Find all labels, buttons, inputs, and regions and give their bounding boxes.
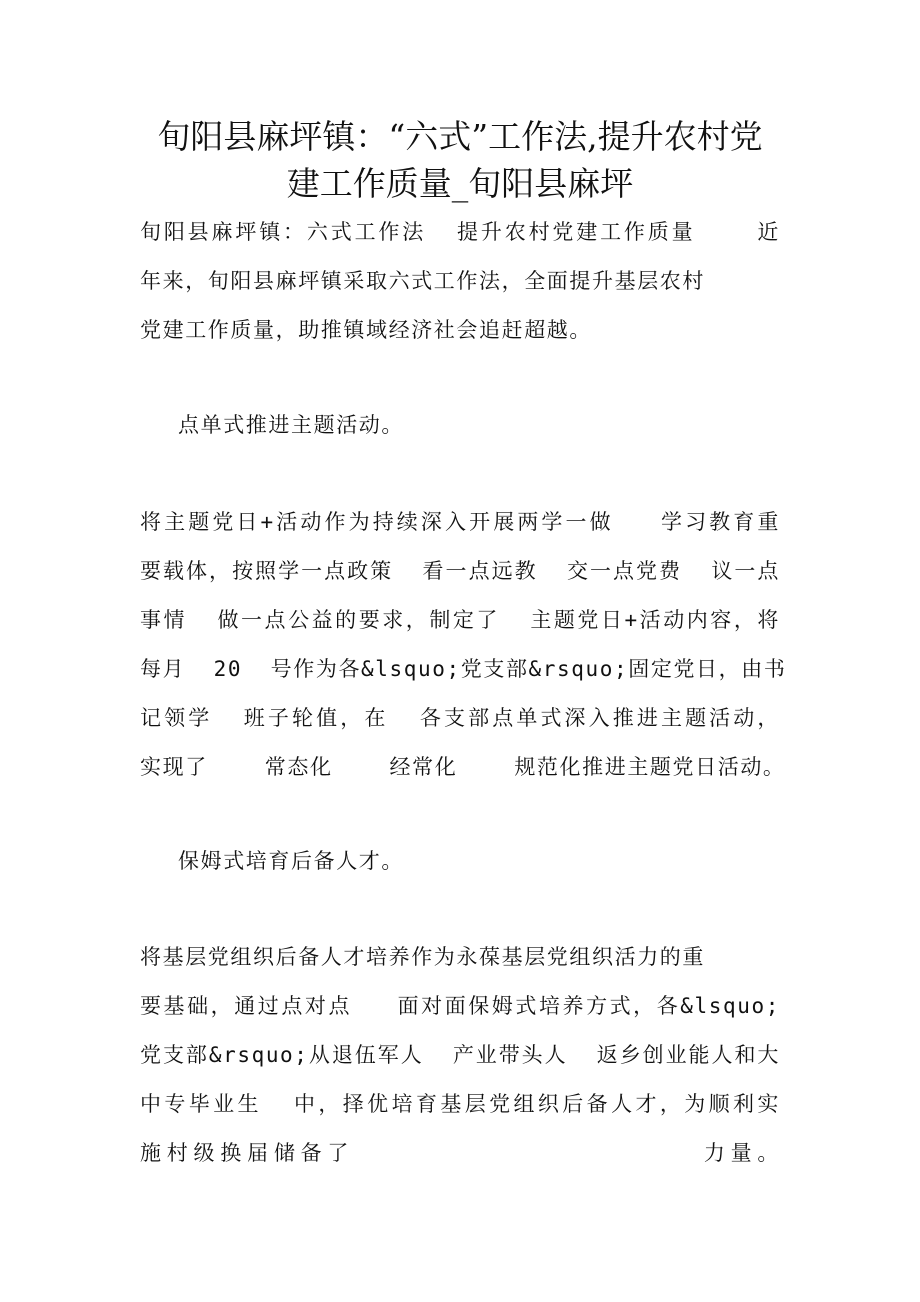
document-title-line-2: 建工作质量_旬阳县麻坪 xyxy=(286,164,634,203)
paragraph-line: 要基础，通过点对点 面对面保姆式培养方式，各&lsquo; xyxy=(140,994,780,1018)
paragraph-line: 将基层党组织后备人才培养作为永葆基层党组织活力的重 xyxy=(140,945,705,969)
paragraph-line: 要载体，按照学一点政策 看一点远教 交一点党费 议一点 xyxy=(140,559,780,583)
paragraph-line: 中专毕业生 中，择优培育基层党组织后备人才，为顺利实 xyxy=(140,1092,780,1116)
paragraph-line: 党支部&rsquo;从退伍军人 产业带头人 返乡创业能人和大 xyxy=(140,1043,780,1067)
paragraph-line: 年来，旬阳县麻坪镇采取六式工作法，全面提升基层农村 xyxy=(140,269,705,293)
paragraph-line: 将主题党日+活动作为持续深入开展两学一做 学习教育重 xyxy=(140,510,780,534)
paragraph-line: 实现了 常态化 经常化 规范化推进主题党日活动。 xyxy=(140,755,786,779)
paragraph-line: 党建工作质量，助推镇域经济社会追赶超越。 xyxy=(140,318,592,342)
paragraph-line: 施村级换届储备了 力量。 xyxy=(140,1141,780,1165)
document-title-line-1: 旬阳县麻坪镇：“六式”工作法,提升农村党 xyxy=(157,117,763,156)
paragraph-line: 事情 做一点公益的要求，制定了 主题党日+活动内容，将 xyxy=(140,608,780,632)
paragraph-line: 记领学 班子轮值，在 各支部点单式深入推进主题活动， xyxy=(140,706,780,730)
section-heading: 点单式推进主题活动。 xyxy=(178,413,404,437)
paragraph-line: 每月 20 号作为各&lsquo;党支部&rsquo;固定党日，由书 xyxy=(140,657,787,681)
section-heading: 保姆式培育后备人才。 xyxy=(178,849,404,873)
paragraph-line: 旬阳县麻坪镇：六式工作法 提升农村党建工作质量 近 xyxy=(140,220,780,244)
